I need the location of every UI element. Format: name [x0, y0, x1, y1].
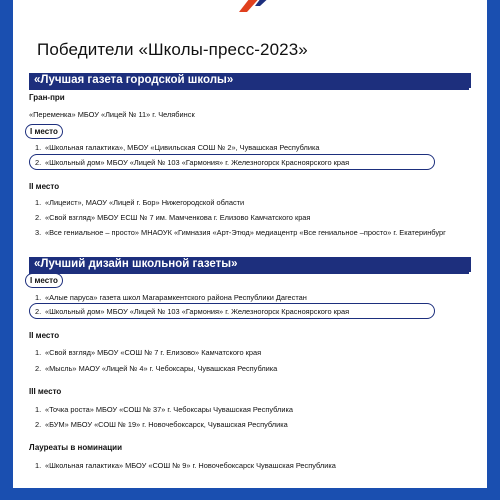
item-text: «Точка роста» МБОУ «СОШ № 37» г. Чебоксары Чувашская Республика [45, 405, 293, 414]
item-number: 2. [35, 364, 42, 373]
section-header-underline [29, 272, 469, 274]
list-item [35, 198, 244, 207]
list-item [35, 307, 349, 316]
list-item [35, 348, 261, 357]
item-number: 1. [35, 198, 42, 207]
section-header-underline [29, 88, 469, 90]
laureates-label: Лауреаты в номинации [29, 443, 122, 452]
item-text: «Школьный дом» МБОУ «Лицей № 103 «Гармония» г. Железногорск Красноярского края [45, 307, 350, 316]
item-text: «Свой взгляд» МБОУ ЕСШ № 7 им. Мамченкова г. Елизово Камчатского края [45, 213, 311, 222]
item-number: 3. [35, 228, 42, 237]
section-header: «Лучшая газета городской школы» [29, 73, 471, 88]
item-number: 1. [35, 143, 42, 152]
list-item [35, 228, 465, 238]
item-text: «Лицеист», МАОУ «Лицей г. Бор» Нижегородской области [45, 198, 245, 207]
item-text: «Все гениальное – просто» МНАОУК «Гимназия «Арт-Этюд» медиацентр «Все гениальное –просто» г. Екатеринбург [45, 228, 446, 237]
list-item [35, 213, 310, 222]
section-best-school-newspaper-design [29, 257, 471, 272]
item-text: «Алые паруса» газета школ Магарамкентского района Республики Дагестан [45, 293, 307, 302]
list-item [35, 158, 349, 167]
document-sheet [13, 0, 487, 488]
grandprix-label: Гран-при [29, 93, 65, 102]
item-number: 2. [35, 420, 42, 429]
list-item [35, 420, 288, 429]
grandprix-text: «Переменка» МБОУ «Лицей № 11» г. Челябинск [29, 110, 195, 119]
page-title: Победители «Школы-пресс-2023» [37, 40, 308, 59]
list-item [35, 364, 277, 373]
list-item [35, 143, 319, 152]
item-text: «Школьная галактика», МБОУ «Цивильская СОШ № 2», Чувашская Республика [45, 143, 320, 152]
place2-label: II место [29, 331, 60, 340]
list-item [35, 405, 293, 414]
item-number: 2. [35, 158, 42, 167]
section-header: «Лучший дизайн школьной газеты» [29, 257, 471, 272]
list-item [35, 293, 307, 302]
section-best-city-school-newspaper [29, 73, 471, 88]
place1-label: I место [30, 276, 58, 285]
list-item [35, 461, 336, 470]
item-number: 1. [35, 405, 42, 414]
item-text: «Школьный дом» МБОУ «Лицей № 103 «Гармония» г. Железногорск Красноярского края [45, 158, 350, 167]
place2-label: II место [29, 182, 60, 191]
item-text: «Свой взгляд» МБОУ «СОШ № 7 г. Елизово» Камчатского края [45, 348, 262, 357]
place3-label: III место [29, 387, 62, 396]
logo-swoosh-icon [233, 0, 277, 12]
item-number: 1. [35, 293, 42, 302]
item-text: «Школьная галактика» МБОУ «СОШ № 9» г. Новочебоксарск Чувашская Республика [45, 461, 336, 470]
item-number: 1. [35, 461, 42, 470]
item-number: 2. [35, 213, 42, 222]
place1-label: I место [30, 127, 58, 136]
item-number: 2. [35, 307, 42, 316]
item-text: «БУМ» МБОУ «СОШ № 19» г. Новочебоксарск, Чувашская Республика [45, 420, 288, 429]
item-text: «Мысль» МАОУ «Лицей № 4» г. Чебоксары, Чувашская Республика [45, 364, 278, 373]
item-number: 1. [35, 348, 42, 357]
